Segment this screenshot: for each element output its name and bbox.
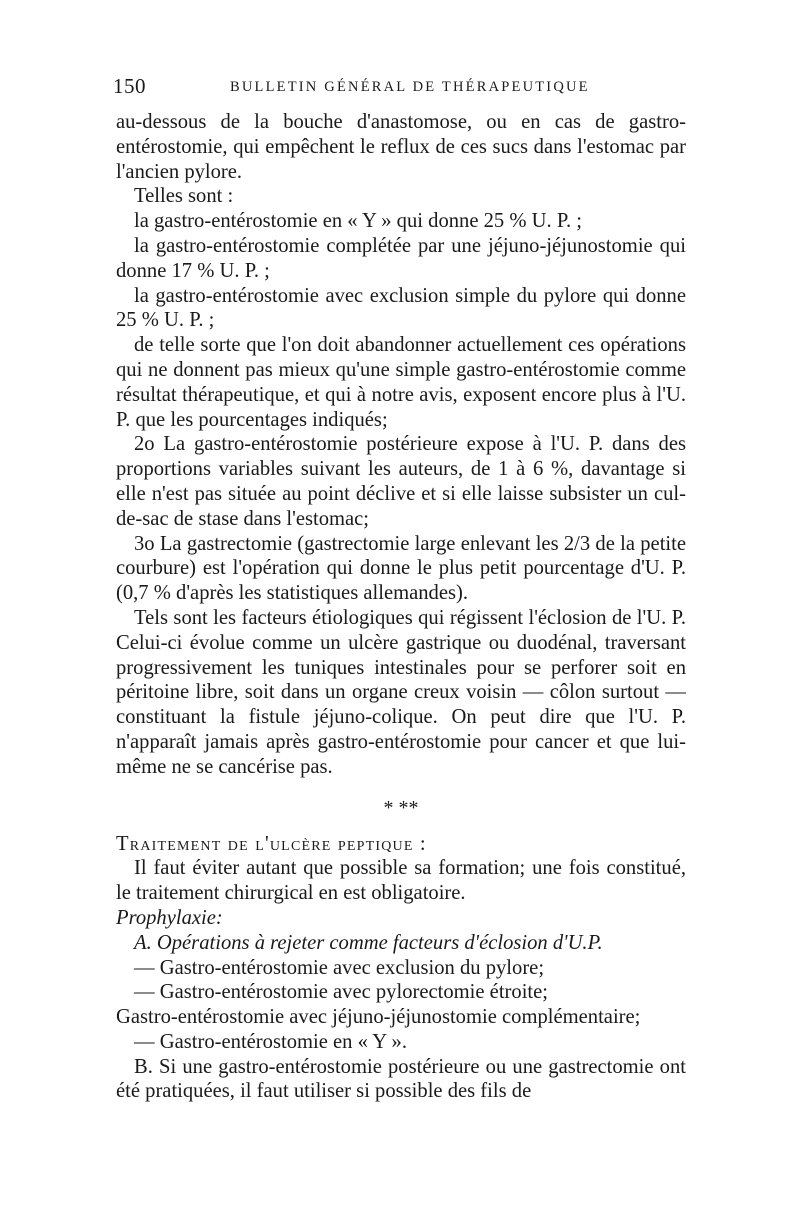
paragraph: 3o La gastrectomie (gastrectomie large enlevant les 2/3 de la petite courbure) est l'opération qui donne le plus petit pourcentage d'U. P. (0,7 % d'après les statistiques allemandes).: [116, 532, 686, 605]
page-body: [116, 110, 686, 1104]
running-title: BULLETIN GÉNÉRAL DE THÉRAPEUTIQUE: [230, 79, 590, 95]
subheading: Prophylaxie:: [116, 906, 223, 929]
paragraph: B. Si une gastro-entérostomie postérieure ou une gastrectomie ont été pratiquées, il faut utiliser si possible des fils de: [116, 1055, 686, 1103]
page-header: [113, 74, 693, 102]
paragraph: Tels sont les facteurs étiologiques qui régissent l'éclosion de l'U. P. Celui-ci évolue comme un ulcère gastrique ou duodénal, traversant progressivement les tuniques intestinales pour se perforer soit en péritoine libre, soit dans un organe creux voisin — côlon surtout — constituant la fistule jéjuno-colique. On peut dire que l'U. P. n'apparaît jamais après gastro-entérostomie pour cancer et que lui-même ne se cancérise pas.: [116, 606, 686, 778]
paragraph: la gastro-entérostomie complétée par une jéjuno-jéjunostomie qui donne 17 % U. P. ;: [116, 234, 686, 282]
paragraph: au-dessous de la bouche d'anastomose, ou en cas de gastro-entérostomie, qui empêchent le reflux de ces sucs dans l'estomac par l'ancien pylore.: [116, 111, 686, 183]
list-item: — Gastro-entérostomie avec exclusion du pylore;: [134, 956, 545, 979]
paragraph: la gastro-entérostomie avec exclusion simple du pylore qui donne 25 % U. P. ;: [116, 284, 686, 332]
paragraph: Il faut éviter autant que possible sa formation; une fois constitué, le traitement chirurgical en est obligatoire.: [116, 857, 686, 905]
section-separator: * **: [383, 796, 419, 819]
section-heading: Traitement de l'ulcère peptique :: [116, 832, 427, 855]
paragraph: de telle sorte que l'on doit abandonner actuellement ces opérations qui ne donnent pas mieux qu'une simple gastro-entérostomie comme résultat thérapeutique, et qui à notre avis, exposent encore plus à l'U. P. que les pourcentages indiqués;: [116, 334, 686, 431]
paragraph: Telles sont :: [134, 185, 234, 208]
page-number: 150: [113, 74, 146, 98]
paragraph: 2o La gastro-entérostomie postérieure expose à l'U. P. dans des proportions variables suivant les auteurs, de 1 à 6 %, davantage si elle n'est pas située au point déclive et si elle laisse subsister un cul-de-sac de stase dans l'estomac;: [116, 433, 686, 530]
list-item: — Gastro-entérostomie avec pylorectomie étroite;: [134, 981, 549, 1004]
list-item: — Gastro-entérostomie en « Y ».: [134, 1030, 407, 1053]
paragraph: la gastro-entérostomie en « Y » qui donne 25 % U. P. ;: [134, 210, 583, 233]
list-item: Gastro-entérostomie avec jéjuno-jéjunostomie complémentaire;: [116, 1006, 641, 1029]
list-title: A. Opérations à rejeter comme facteurs d'éclosion d'U.P.: [134, 931, 603, 954]
